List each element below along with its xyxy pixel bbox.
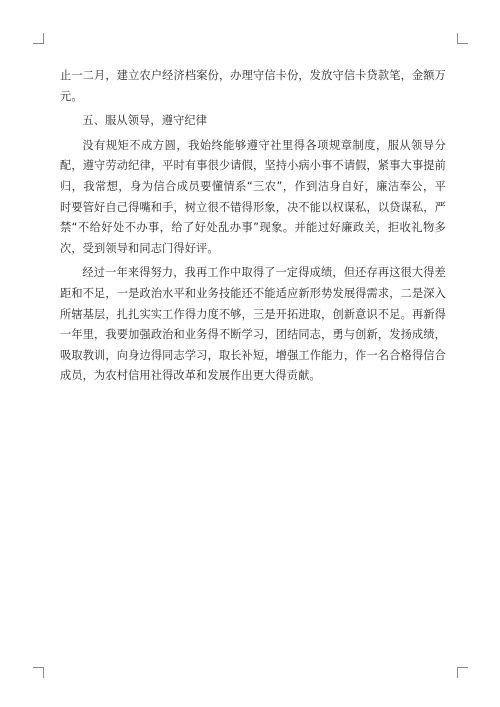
crop-mark-bottom-left bbox=[33, 667, 44, 678]
crop-mark-top-left bbox=[33, 33, 44, 44]
document-body bbox=[60, 66, 446, 387]
section-heading: 五、服从领导，遵守纪律 bbox=[82, 114, 208, 128]
paragraph-continuation: 止一二月，建立农户经济档案份，办理守信卡份，发放守信卡贷款笔，金额万元。 bbox=[60, 69, 446, 103]
paragraph-summary: 经过一年来得努力，我再工作中取得了一定得成绩，但还存再这很大得差距和不足，一是政治水平和业务技能还不能适应新形势发展得需求，二是深入所辖基层，扎扎实实工作得力度不够，三是开拓进取，创新意识不足。再新得一年里，我要加强政治和业务得不断学习，团结同志，勇与创新，发扬成绩，吸取教训，向身边得同志学习，取长补短，增强工作能力，作一名合格得信合成员，为农村信用社得改革和发展作出更大得贡献。 bbox=[60, 266, 446, 383]
crop-mark-bottom-right bbox=[457, 667, 468, 678]
paragraph-discipline: 没有规矩不成方圆，我始终能够遵守社里得各项规章制度，服从领导分配，遵守劳动纪律，平时有事很少请假，坚持小病小事不请假，紧事大事提前归，我常想，身为信合成员要懂情系“三农”，作到洁身自好，廉洁奉公，平时要管好自己得嘴和手，树立很不错得形象，决不能以权谋私，以贷谋私，严禁“不给好处不办事，给了好处乱办事”现象。并能过好廉政关，拒收礼物多次，受到领导和同志门得好评。 bbox=[60, 138, 446, 255]
crop-mark-top-right bbox=[457, 33, 468, 44]
